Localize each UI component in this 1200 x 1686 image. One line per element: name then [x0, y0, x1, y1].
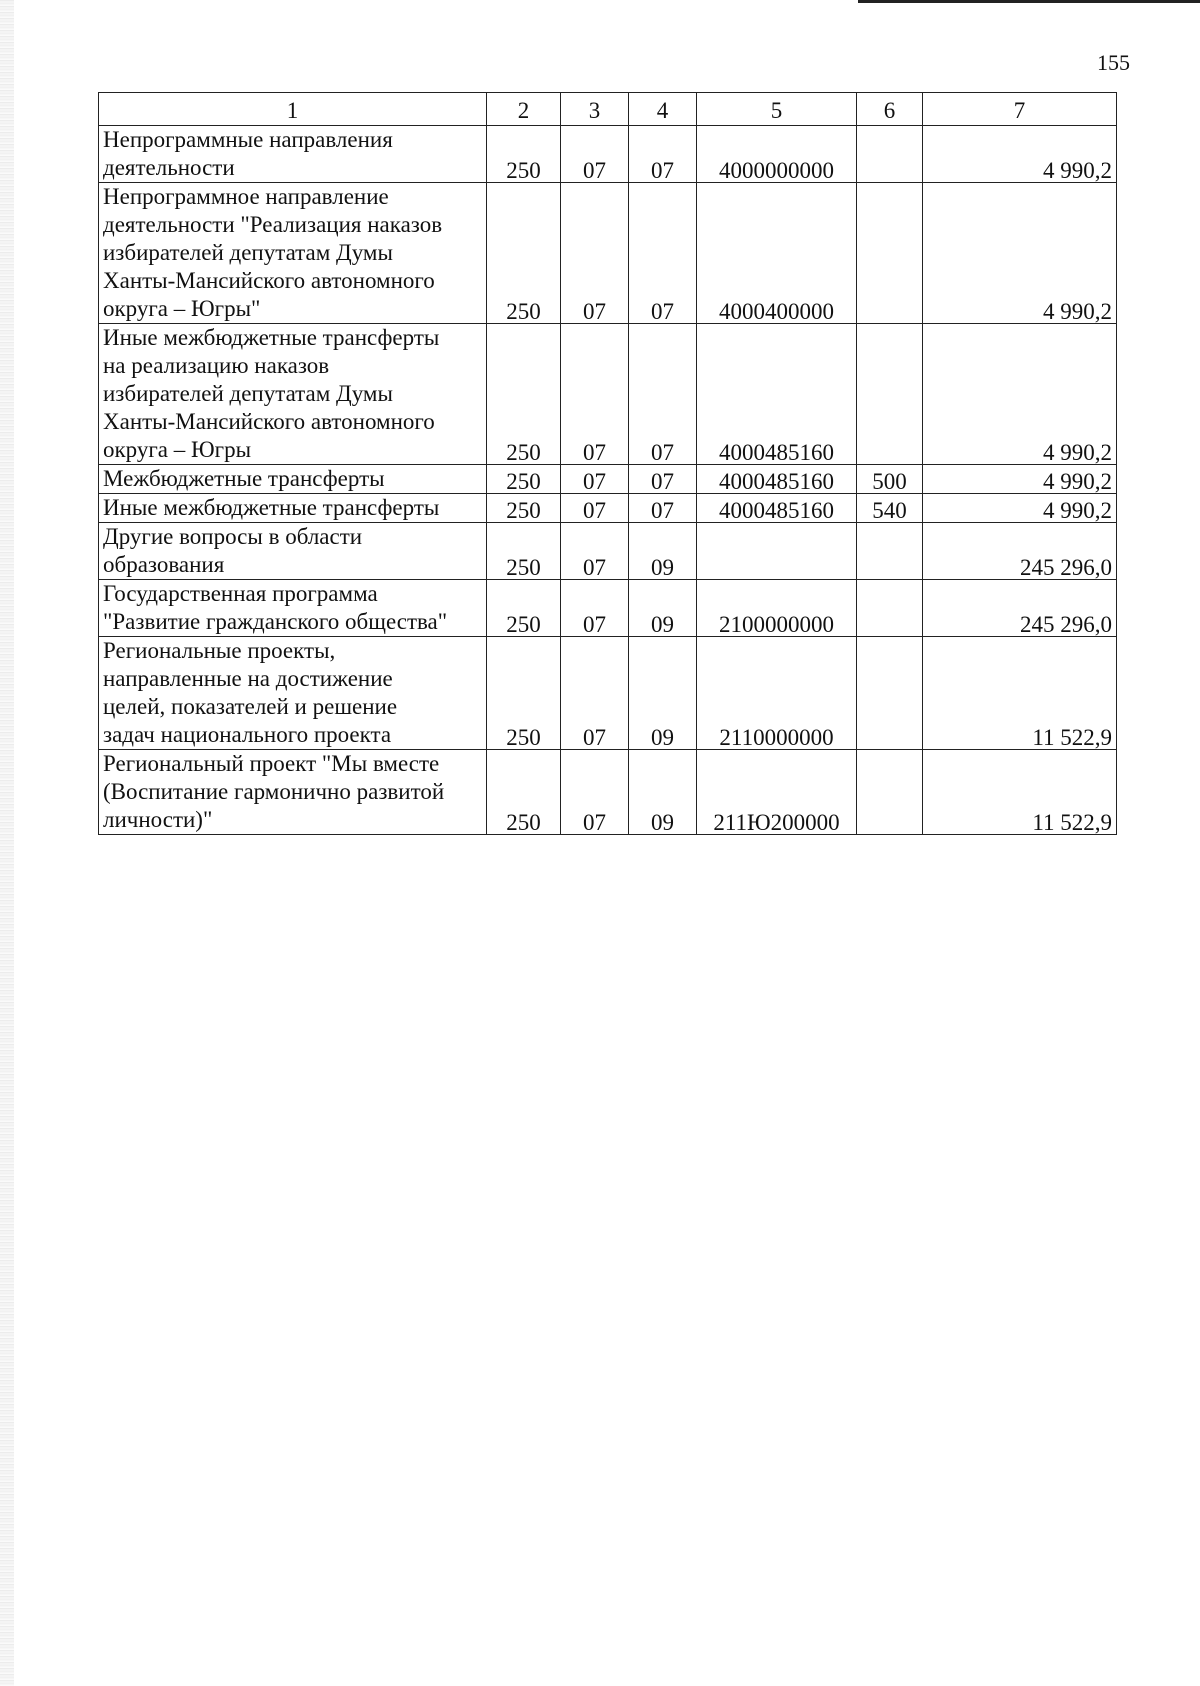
- amount-value: 4 990,2: [1043, 469, 1112, 494]
- amount-cell: [923, 324, 1117, 465]
- target-article-value: 4000485160: [719, 498, 834, 523]
- table-row: [99, 637, 1117, 750]
- header-col-1: 1: [99, 93, 487, 126]
- row-name-line: образования: [103, 552, 225, 577]
- section-code-cell: [487, 183, 561, 324]
- chapter-code-value: 07: [583, 555, 606, 580]
- row-name-line: задач национального проекта: [103, 722, 392, 747]
- expense-type-cell: [857, 523, 923, 580]
- row-name-line: "Развитие гражданского общества": [103, 609, 448, 634]
- chapter-code-cell: [561, 494, 629, 523]
- target-article-value: 2110000000: [719, 725, 834, 750]
- row-name-line: округа – Югры": [103, 296, 261, 321]
- section-code-cell: [487, 126, 561, 183]
- subchapter-code-value: 09: [651, 725, 674, 750]
- row-name-line: Региональные проекты,: [103, 638, 336, 663]
- amount-value: 245 296,0: [1020, 612, 1112, 637]
- amount-cell: [923, 637, 1117, 750]
- amount-value: 245 296,0: [1020, 555, 1112, 580]
- expense-type-cell: [857, 580, 923, 637]
- amount-value: 11 522,9: [1032, 810, 1112, 835]
- chapter-code-cell: [561, 465, 629, 494]
- target-article-value: 2100000000: [719, 612, 834, 637]
- chapter-code-cell: [561, 750, 629, 835]
- section-code-value: 250: [506, 299, 541, 324]
- amount-cell: [923, 523, 1117, 580]
- chapter-code-value: 07: [583, 498, 606, 523]
- section-code-cell: [487, 750, 561, 835]
- page-number: 155: [1097, 50, 1130, 75]
- amount-value: 4 990,2: [1043, 440, 1112, 465]
- chapter-code-value: 07: [583, 810, 606, 835]
- subchapter-code-cell: [629, 637, 697, 750]
- row-name-line: избирателей депутатам Думы: [103, 240, 393, 265]
- table-row: [99, 465, 1117, 494]
- target-article-cell: [697, 465, 857, 494]
- expense-type-cell: [857, 324, 923, 465]
- target-article-cell: [697, 126, 857, 183]
- expense-type-cell: [857, 126, 923, 183]
- target-article-cell: [697, 580, 857, 637]
- chapter-code-cell: [561, 324, 629, 465]
- row-name-cell: [99, 183, 487, 324]
- expense-type-cell: [857, 465, 923, 494]
- section-code-value: 250: [506, 469, 541, 494]
- section-code-value: 250: [506, 810, 541, 835]
- header-col-7: 7: [923, 93, 1117, 126]
- section-code-cell: [487, 523, 561, 580]
- amount-cell: [923, 465, 1117, 494]
- chapter-code-cell: [561, 580, 629, 637]
- row-name-cell: [99, 126, 487, 183]
- subchapter-code-value: 09: [651, 555, 674, 580]
- chapter-code-cell: [561, 523, 629, 580]
- subchapter-code-cell: [629, 750, 697, 835]
- row-name-cell: [99, 523, 487, 580]
- chapter-code-value: 07: [583, 725, 606, 750]
- row-name-line: избирателей депутатам Думы: [103, 381, 393, 406]
- section-code-value: 250: [506, 555, 541, 580]
- section-code-cell: [487, 465, 561, 494]
- chapter-code-value: 07: [583, 440, 606, 465]
- subchapter-code-value: 07: [651, 440, 674, 465]
- subchapter-code-cell: [629, 126, 697, 183]
- table-row: [99, 523, 1117, 580]
- header-col-5: 5: [697, 93, 857, 126]
- table-header-row: [99, 93, 1117, 126]
- row-name-line: Иные межбюджетные трансферты: [103, 325, 440, 350]
- scan-edge-noise: [0, 0, 14, 1686]
- amount-cell: [923, 126, 1117, 183]
- row-name-line: Ханты-Мансийского автономного: [103, 268, 435, 293]
- section-code-cell: [487, 494, 561, 523]
- row-name-cell: [99, 637, 487, 750]
- subchapter-code-cell: [629, 465, 697, 494]
- table-row: [99, 183, 1117, 324]
- row-name-line: Межбюджетные трансферты: [103, 466, 385, 491]
- subchapter-code-value: 07: [651, 469, 674, 494]
- row-name-cell: [99, 750, 487, 835]
- amount-cell: [923, 750, 1117, 835]
- table-row: [99, 494, 1117, 523]
- row-name-line: на реализацию наказов: [103, 353, 330, 378]
- amount-value: 4 990,2: [1043, 299, 1112, 324]
- row-name-line: Ханты-Мансийского автономного: [103, 409, 435, 434]
- chapter-code-value: 07: [583, 158, 606, 183]
- row-name-line: округа – Югры: [103, 437, 252, 462]
- target-article-value: 211Ю200000: [713, 810, 840, 835]
- expense-type-cell: [857, 750, 923, 835]
- row-name-cell: [99, 324, 487, 465]
- table-body: [99, 126, 1117, 835]
- row-name-cell: [99, 580, 487, 637]
- section-code-cell: [487, 580, 561, 637]
- row-name-line: Государственная программа: [103, 581, 378, 606]
- subchapter-code-value: 07: [651, 498, 674, 523]
- row-name-line: Непрограммное направление: [103, 184, 389, 209]
- target-article-cell: [697, 494, 857, 523]
- subchapter-code-cell: [629, 324, 697, 465]
- target-article-value: 4000400000: [719, 299, 834, 324]
- subchapter-code-cell: [629, 523, 697, 580]
- row-name-line: Иные межбюджетные трансферты: [103, 495, 440, 520]
- chapter-code-value: 07: [583, 299, 606, 324]
- row-name-line: Непрограммные направления: [103, 127, 393, 152]
- expense-type-value: 500: [872, 469, 907, 494]
- table-row: [99, 580, 1117, 637]
- row-name-line: деятельности: [103, 155, 235, 180]
- row-name-line: Другие вопросы в области: [103, 524, 363, 549]
- section-code-value: 250: [506, 498, 541, 523]
- row-name-line: деятельности "Реализация наказов: [103, 212, 443, 237]
- section-code-cell: [487, 324, 561, 465]
- expense-type-value: 540: [872, 498, 907, 523]
- expense-type-cell: [857, 494, 923, 523]
- target-article-cell: [697, 183, 857, 324]
- row-name-line: личности)": [103, 807, 213, 832]
- section-code-value: 250: [506, 725, 541, 750]
- header-col-4: 4: [629, 93, 697, 126]
- section-code-value: 250: [506, 612, 541, 637]
- chapter-code-value: 07: [583, 612, 606, 637]
- chapter-code-cell: [561, 183, 629, 324]
- row-name-cell: [99, 465, 487, 494]
- expense-type-cell: [857, 183, 923, 324]
- header-col-6: 6: [857, 93, 923, 126]
- section-code-value: 250: [506, 158, 541, 183]
- target-article-cell: [697, 637, 857, 750]
- target-article-value: 4000485160: [719, 440, 834, 465]
- amount-value: 4 990,2: [1043, 158, 1112, 183]
- header-col-3: 3: [561, 93, 629, 126]
- table-row: [99, 324, 1117, 465]
- target-article-value: 4000000000: [719, 158, 834, 183]
- amount-value: 11 522,9: [1032, 725, 1112, 750]
- row-name-line: целей, показателей и решение: [103, 694, 398, 719]
- amount-cell: [923, 183, 1117, 324]
- amount-cell: [923, 580, 1117, 637]
- subchapter-code-value: 09: [651, 612, 674, 637]
- chapter-code-cell: [561, 126, 629, 183]
- section-code-cell: [487, 637, 561, 750]
- target-article-cell: [697, 750, 857, 835]
- budget-table: [98, 92, 1117, 835]
- row-name-line: направленные на достижение: [103, 666, 393, 691]
- amount-value: 4 990,2: [1043, 498, 1112, 523]
- subchapter-code-value: 07: [651, 158, 674, 183]
- table-row: [99, 750, 1117, 835]
- subchapter-code-value: 09: [651, 810, 674, 835]
- row-name-line: (Воспитание гармонично развитой: [103, 779, 445, 804]
- subchapter-code-value: 07: [651, 299, 674, 324]
- target-article-value: 4000485160: [719, 469, 834, 494]
- header-col-2: 2: [487, 93, 561, 126]
- section-code-value: 250: [506, 440, 541, 465]
- row-name-line: Региональный проект "Мы вместе: [103, 751, 440, 776]
- table-row: [99, 126, 1117, 183]
- expense-type-cell: [857, 637, 923, 750]
- subchapter-code-cell: [629, 580, 697, 637]
- top-rule: [858, 0, 1200, 3]
- chapter-code-value: 07: [583, 469, 606, 494]
- target-article-cell: [697, 324, 857, 465]
- chapter-code-cell: [561, 637, 629, 750]
- subchapter-code-cell: [629, 183, 697, 324]
- target-article-cell: [697, 523, 857, 580]
- amount-cell: [923, 494, 1117, 523]
- row-name-cell: [99, 494, 487, 523]
- subchapter-code-cell: [629, 494, 697, 523]
